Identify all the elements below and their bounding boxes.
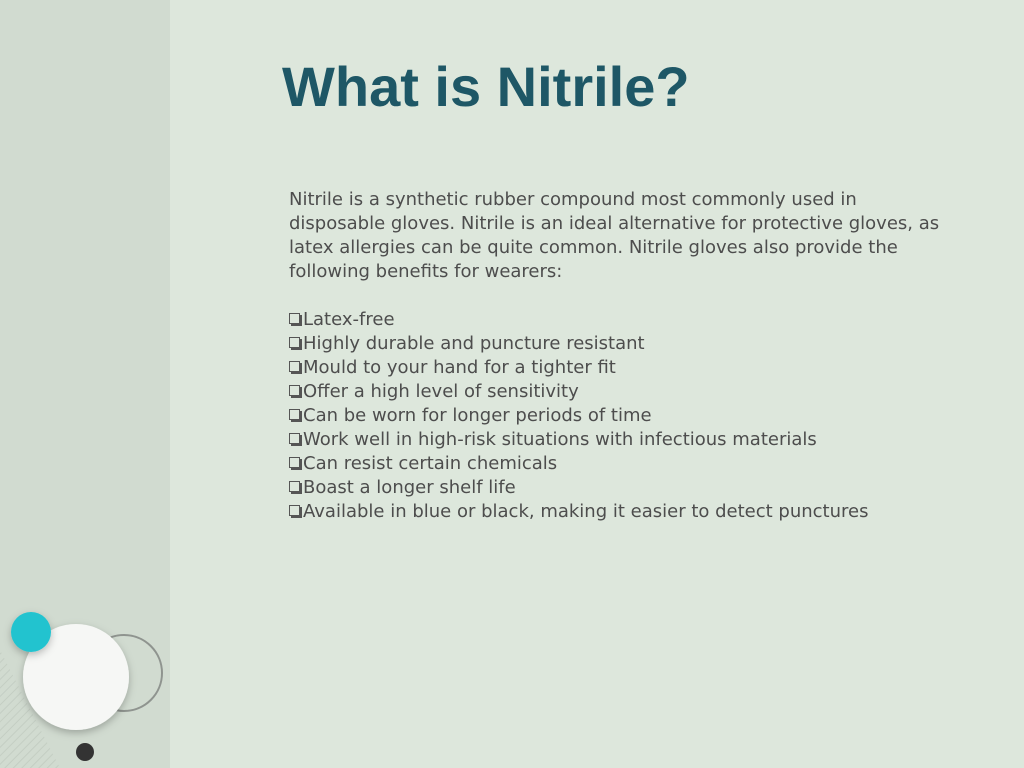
list-item-label: Offer a high level of sensitivity	[303, 381, 579, 402]
list-item-label: Latex-free	[303, 309, 395, 330]
checkbox-square-icon	[289, 457, 300, 468]
list-item-label: Mould to your hand for a tighter fit	[303, 357, 616, 378]
list-item	[289, 356, 949, 380]
list-item	[289, 500, 949, 524]
list-item-label: Can resist certain chemicals	[303, 453, 558, 474]
list-item	[289, 332, 949, 356]
checkbox-square-icon	[289, 409, 300, 420]
checkbox-square-icon	[289, 433, 300, 444]
list-item-label: Boast a longer shelf life	[303, 477, 516, 498]
list-item-label: Available in blue or black, making it easier to detect punctures	[303, 501, 869, 522]
checkbox-square-icon	[289, 313, 300, 324]
list-item-label: Can be worn for longer periods of time	[303, 405, 652, 426]
checkbox-square-icon	[289, 361, 300, 372]
list-item	[289, 428, 949, 452]
decorative-circles	[0, 0, 200, 768]
list-item	[289, 476, 949, 500]
benefits-list	[289, 308, 949, 524]
list-item-label: Highly durable and puncture resistant	[303, 333, 645, 354]
checkbox-square-icon	[289, 505, 300, 516]
checkbox-square-icon	[289, 481, 300, 492]
list-item	[289, 380, 949, 404]
checkbox-square-icon	[289, 337, 300, 348]
dark-dot	[76, 743, 94, 761]
checkbox-square-icon	[289, 385, 300, 396]
intro-paragraph: Nitrile is a synthetic rubber compound most commonly used in disposable gloves. Nitrile is an ideal alternative for protective gloves, as latex allergies can be quite common. Nitrile gloves also provide the following benefits for wearers:	[289, 189, 940, 282]
slide-title: What is Nitrile?	[282, 55, 690, 118]
list-item-label: Work well in high-risk situations with infectious materials	[303, 429, 817, 450]
slide-content	[289, 188, 949, 524]
list-item	[289, 452, 949, 476]
list-item	[289, 404, 949, 428]
list-item	[289, 308, 949, 332]
teal-dot	[11, 612, 51, 652]
